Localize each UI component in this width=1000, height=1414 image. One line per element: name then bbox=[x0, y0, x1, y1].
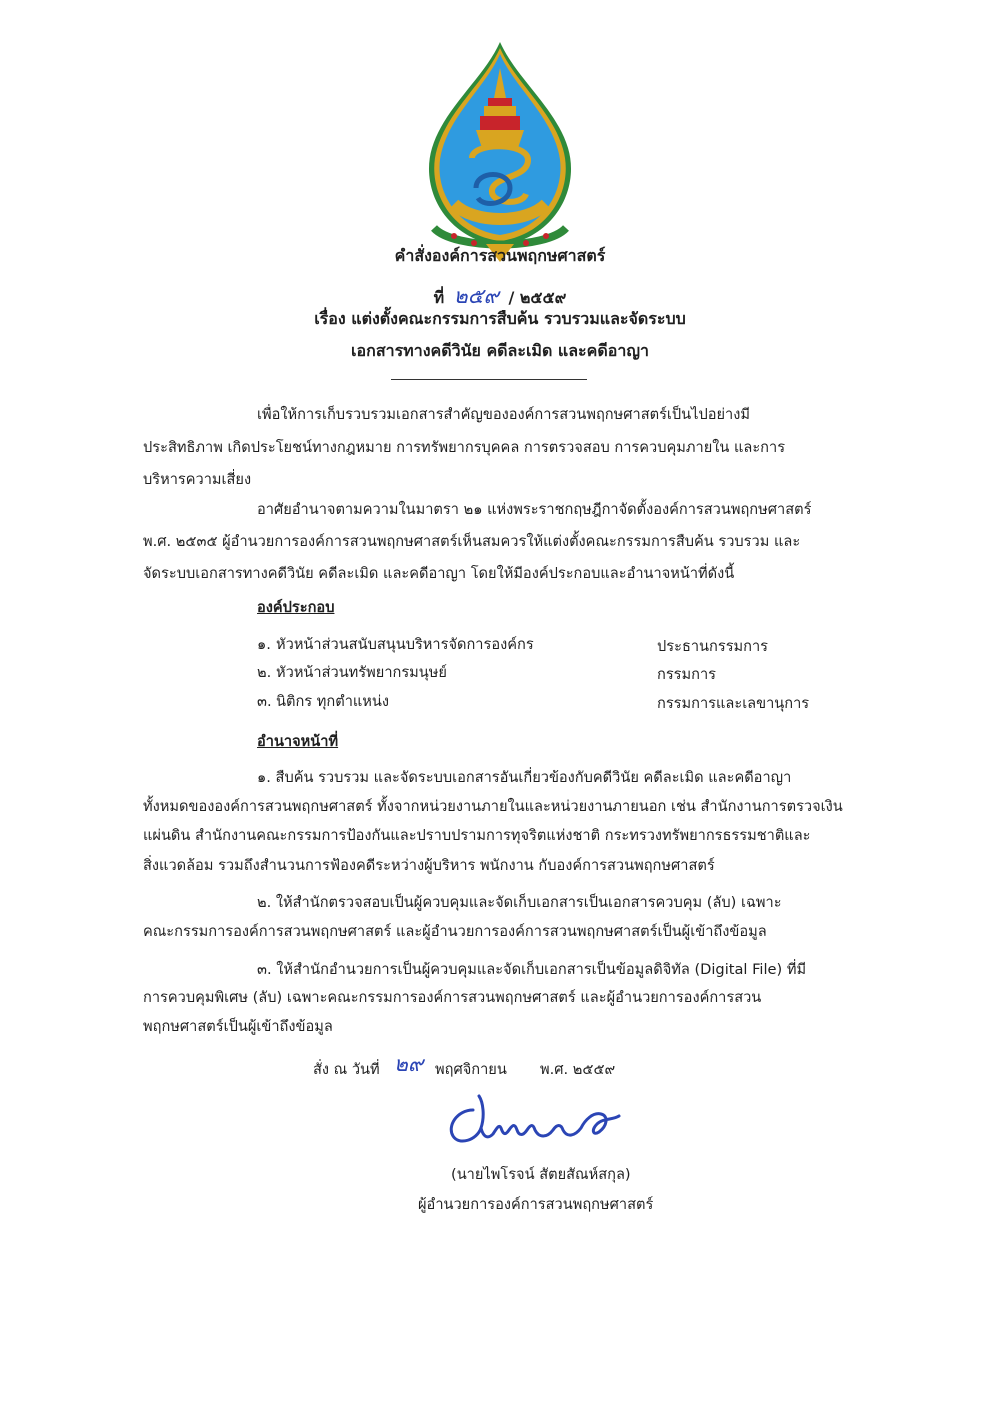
date-month: พฤศจิกายน bbox=[435, 1061, 507, 1078]
member-name-2: หัวหน้าส่วนทรัพยากรมนุษย์ bbox=[276, 664, 447, 681]
royal-emblem-drop-icon bbox=[414, 38, 586, 264]
member-no-1: ๑. bbox=[257, 636, 271, 653]
divider bbox=[391, 379, 587, 380]
member-name-1: หัวหน้าส่วนสนับสนุนบริหารจัดการองค์กร bbox=[276, 636, 534, 653]
duty-3-line-3: พฤกษศาสตร์เป็นผู้เข้าถึงข้อมูล bbox=[143, 1018, 333, 1035]
duty-2-line-1: ๒. ให้สำนักตรวจสอบเป็นผู้ควบคุมและจัดเก็บเอกสารเป็นเอกสารควบคุม (ลับ) เฉพาะ bbox=[257, 894, 782, 911]
duty-2-line-2: คณะกรรมการองค์การสวนพฤกษศาสตร์ และผู้อำนวยการองค์การสวนพฤกษศาสตร์เป็นผู้เข้าถึงข้อมูล bbox=[143, 923, 767, 940]
intro-line-1: เพื่อให้การเก็บรวบรวมเอกสารสำคัญขององค์การสวนพฤกษศาสตร์เป็นไปอย่างมี bbox=[257, 406, 751, 423]
member-role-2: กรรมการ bbox=[657, 666, 717, 683]
duties-heading: อำนาจหน้าที่ bbox=[257, 733, 339, 750]
subject-line-2: เอกสารทางคดีวินัย คดีละเมิด และคดีอาญา bbox=[351, 341, 649, 360]
duty-1-line-4: สิ่งแวดล้อม รวมถึงสำนวนการฟ้องคดีระหว่างผู้บริหาร พนักงาน กับองค์การสวนพฤกษศาสตร์ bbox=[143, 857, 715, 874]
authority-line-2: พ.ศ. ๒๕๓๕ ผู้อำนวยการองค์การสวนพฤกษศาสตร์เห็นสมควรให้แต่งตั้งคณะกรรมการสืบค้น รวบรวม และ bbox=[143, 533, 801, 550]
signatory-name: (นายไพโรจน์ สัตยสัณห์สกุล) bbox=[451, 1166, 631, 1183]
order-number-suffix: / ๒๕๕๙ bbox=[508, 288, 567, 307]
date-year: พ.ศ. ๒๕๕๙ bbox=[540, 1061, 616, 1078]
duty-1-line-2: ทั้งหมดขององค์การสวนพฤกษศาสตร์ ทั้งจากหน่วยงานภายในและหน่วยงานภายนอก เช่น สำนักงานการตรวจเงิน bbox=[143, 798, 843, 815]
composition-heading: องค์ประกอบ bbox=[257, 599, 335, 616]
document-title: คำสั่งองค์การสวนพฤกษศาสตร์ bbox=[394, 246, 606, 265]
subject-line-1: เรื่อง แต่งตั้งคณะกรรมการสืบค้น รวบรวมและจัดระบบ bbox=[314, 309, 686, 328]
intro-line-3: บริหารความเสี่ยง bbox=[143, 471, 252, 488]
member-role-1: ประธานกรรมการ bbox=[657, 638, 769, 655]
order-number-handwritten: ๒๕๙ bbox=[453, 284, 499, 308]
duty-1-line-1: ๑. สืบค้น รวบรวม และจัดระบบเอกสารอันเกี่ยวข้องกับคดีวินัย คดีละเมิด และคดีอาญา bbox=[257, 769, 792, 786]
duty-3-line-1: ๓. ให้สำนักอำนวยการเป็นผู้ควบคุมและจัดเก็บเอกสารเป็นข้อมูลดิจิทัล (Digital File) ที่มี bbox=[257, 961, 807, 978]
member-role-3: กรรมการและเลขานุการ bbox=[657, 695, 810, 712]
signature-icon bbox=[443, 1090, 628, 1152]
intro-line-2: ประสิทธิภาพ เกิดประโยชน์ทางกฎหมาย การทรัพยากรบุคคล การตรวจสอบ การควบคุมภายใน และการ bbox=[143, 439, 786, 456]
authority-line-1: อาศัยอำนาจตามความในมาตรา ๒๑ แห่งพระราชกฤษฎีกาจัดตั้งองค์การสวนพฤกษศาสตร์ bbox=[257, 501, 812, 518]
authority-line-3: จัดระบบเอกสารทางคดีวินัย คดีละเมิด และคดีอาญา โดยให้มีองค์ประกอบและอำนาจหน้าที่ดังนี้ bbox=[143, 565, 735, 582]
date-day-handwritten: ๒๙ bbox=[394, 1052, 424, 1076]
duty-3-line-2: การควบคุมพิเศษ (ลับ) เฉพาะคณะกรรมการองค์การสวนพฤกษศาสตร์ และผู้อำนวยการองค์การสวน bbox=[143, 989, 762, 1006]
order-number-prefix: ที่ bbox=[433, 288, 445, 307]
member-name-3: นิติกร ทุกตำแหน่ง bbox=[276, 693, 390, 710]
member-no-2: ๒. bbox=[257, 664, 272, 681]
date-prefix: สั่ง ณ วันที่ bbox=[313, 1061, 380, 1078]
signatory-position: ผู้อำนวยการองค์การสวนพฤกษศาสตร์ bbox=[418, 1196, 654, 1213]
member-no-3: ๓. bbox=[257, 693, 272, 710]
duty-1-line-3: แผ่นดิน สำนักงานคณะกรรมการป้องกันและปราบปรามการทุจริตแห่งชาติ กระทรวงทรัพยากรธรรมชาติและ bbox=[143, 827, 811, 844]
